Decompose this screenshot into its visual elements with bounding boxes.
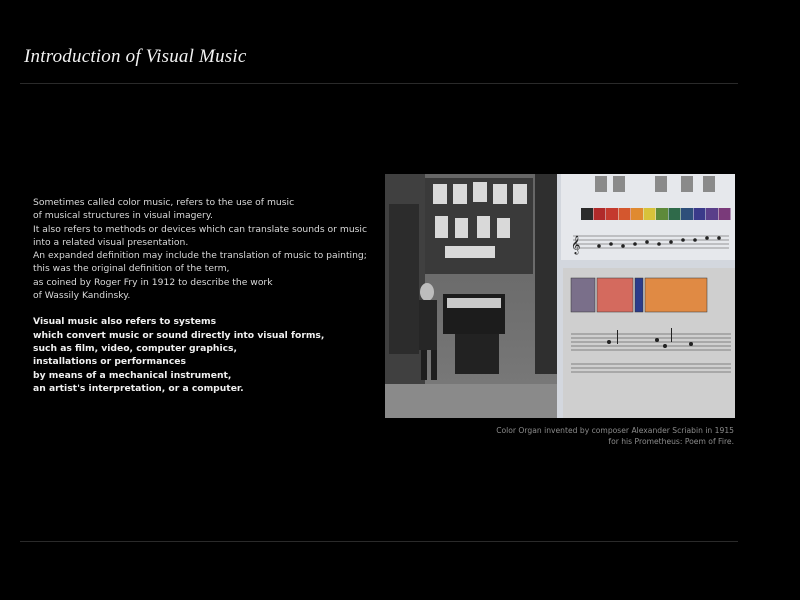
- color-block-row: [571, 278, 707, 312]
- color-swatch: [606, 208, 618, 220]
- color-swatch: [631, 208, 643, 220]
- color-block: [571, 278, 595, 312]
- color-swatch: [694, 208, 706, 220]
- page-title: Introduction of Visual Music: [24, 46, 247, 67]
- paragraph2-line: installations or performances: [33, 356, 186, 368]
- caption-line: for his Prometheus: Poem of Fire.: [608, 437, 734, 446]
- top-divider: [20, 83, 738, 84]
- paragraph2-line: by means of a mechanical instrument,: [33, 369, 232, 381]
- body-text: [33, 196, 368, 395]
- paragraph1-line: It also refers to methods or devices which can translate sounds or music: [33, 223, 368, 235]
- paragraph2-line: Visual music also refers to systems: [33, 316, 217, 328]
- color-organ-illustration: [385, 174, 735, 418]
- color-block: [645, 278, 707, 312]
- paragraph2-line: which convert music or sound directly into visual forms,: [33, 329, 325, 341]
- paragraph1-line: Sometimes called color music, refers to the use of music: [33, 197, 295, 208]
- svg-text:𝄞: 𝄞: [571, 235, 581, 254]
- color-swatch: [581, 208, 593, 220]
- paragraph2-line: an artist's interpretation, or a computer.: [33, 382, 244, 394]
- bottom-divider: [20, 541, 738, 542]
- color-swatch: [619, 208, 631, 220]
- color-swatch: [656, 208, 668, 220]
- paragraph-gap: [33, 302, 363, 315]
- paragraph1-line: into a related visual presentation.: [33, 236, 189, 248]
- paragraph1-line: this was the original definition of the term,: [33, 263, 230, 275]
- paragraph1-line: as coined by Roger Fry in 1912 to describe the work: [33, 276, 273, 288]
- paragraph1-line: An expanded definition may include the translation of music to painting;: [33, 250, 367, 262]
- caption-line: Color Organ invented by composer Alexander Scriabin in 1915: [496, 426, 734, 435]
- color-block: [635, 278, 643, 312]
- color-swatch: [681, 208, 693, 220]
- color-swatch: [594, 208, 606, 220]
- color-block: [597, 278, 633, 312]
- color-notation-chart: [557, 174, 735, 418]
- scriabin-photo: [385, 174, 557, 418]
- color-swatch: [719, 208, 731, 220]
- paragraph1-line: of musical structures in visual imagery.: [33, 210, 213, 222]
- color-swatch: [644, 208, 656, 220]
- paragraph1-line: of Wassily Kandinsky.: [33, 290, 131, 302]
- paragraph2-line: such as film, video, computer graphics,: [33, 342, 238, 354]
- color-organ-image: [385, 174, 735, 418]
- image-caption: [496, 425, 734, 447]
- color-swatch: [669, 208, 681, 220]
- color-swatch: [706, 208, 718, 220]
